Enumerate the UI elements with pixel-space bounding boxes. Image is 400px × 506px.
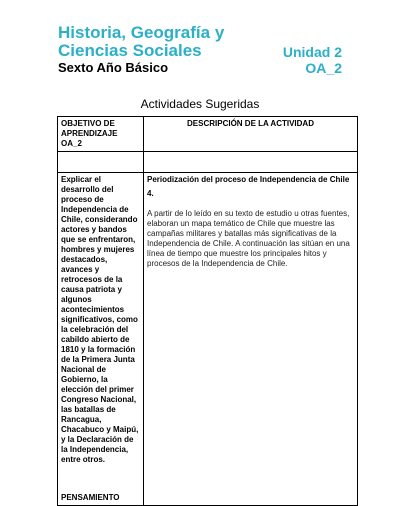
section-title: Actividades Sugeridas xyxy=(140,97,260,111)
activity-number: 4. xyxy=(147,189,154,198)
grade-label: Sexto Año Básico xyxy=(58,60,169,75)
document-header xyxy=(0,0,400,80)
spacer-cell-right xyxy=(144,152,358,173)
unit-label: Unidad 2 xyxy=(282,44,342,60)
objective-cell xyxy=(58,173,144,506)
description-header: DESCRIPCIÓN DE LA ACTIVIDAD xyxy=(144,117,358,152)
thinking-label: PENSAMIENTO xyxy=(61,493,120,502)
subject-title: Historia, Geografía y Ciencias Sociales xyxy=(58,23,225,60)
description-cell xyxy=(144,173,358,506)
activity-table xyxy=(57,116,358,506)
objective-header: OBJETIVO DE APRENDIZAJE OA_2 xyxy=(58,117,144,152)
table-header-row xyxy=(58,117,358,152)
table-row xyxy=(58,173,358,506)
table-spacer-row xyxy=(58,152,358,173)
spacer-cell-left xyxy=(58,152,144,173)
activity-description: A partir de lo leído en su texto de estudio u otras fuentes, elaboran un mapa temático de Chile que muestre las campañas militares y batallas más significativas de la Independencia de Chile. A continuación las sitúan en una línea de tiempo que muestre los principales hitos y procesos de la Independencia de Chile. xyxy=(147,209,350,268)
activity-title: Periodización del proceso de Independencia de Chile xyxy=(147,175,350,184)
objective-text: Explicar el desarrollo del proceso de Independencia de Chile, considerando actores y bandos que se enfrentaron, hombres y mujeres destacados, avances y retrocesos de la causa patriota y algunos acontecimientos significativos, como la celebración del cabildo abierto de 1810 y la formación de la Primera Junta Nacional de Gobierno, la elección del primer Congreso Nacional, las batallas de Rancagua, Chacabuco y Maipú, y la Declaración de la Independencia, entre otros. xyxy=(61,175,139,464)
oa-label: OA_2 xyxy=(305,60,342,76)
